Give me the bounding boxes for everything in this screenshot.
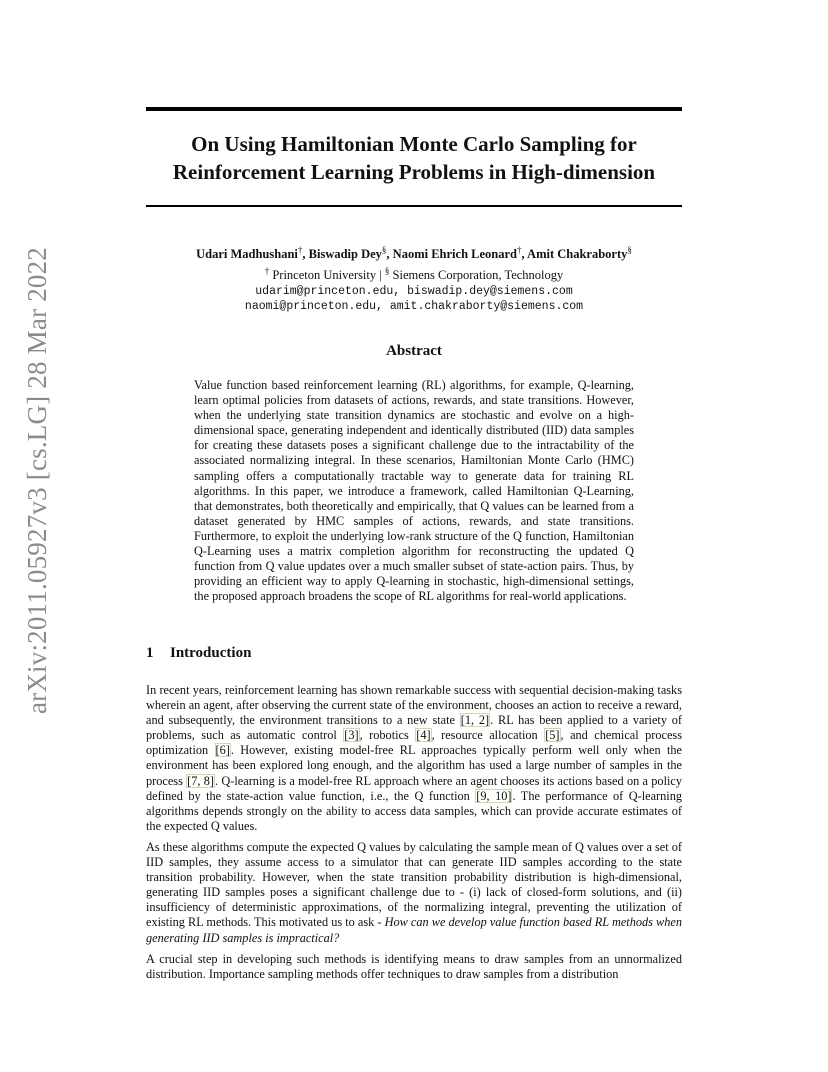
introduction-body (146, 683, 682, 988)
author-block (146, 242, 682, 314)
citation-link[interactable]: [6] (215, 743, 230, 758)
title-rule-bottom (146, 205, 682, 207)
affiliation-mark: † (516, 245, 522, 255)
abstract-text: Value function based reinforcement learning (RL) algorithms, for example, Q-learning, learn optimal policies from datasets of actions, rewards, and state transitions. However, when the underlying state transition dynamics are stochastic and evolve on a high-dimensional space, generating independent and identically distributed (IID) data samples for creating these datasets poses a significant challenge due to the intractability of the associated normalizing integral. In these scenarios, Hamiltonian Monte Carlo (HMC) sampling offers a computationally tractable way to generate data for training RL algorithms. In this paper, we introduce a framework, called Hamiltonian Q-Learning, that demonstrates, both theoretically and empirically, that Q values can be learned from a dataset generated by HMC samples of actions, rewards, and state transitions. Furthermore, to exploit the underlying low-rank structure of the Q function, Hamiltonian Q-Learning uses a matrix completion algorithm for reconstructing the updated Q function from Q value updates over a much smaller subset of state-action pairs. Thus, by providing an efficient way to apply Q-learning in stochastic, high-dimensional settings, the proposed approach broadens the scope of RL algorithms for real-world applications. (194, 378, 634, 604)
citation-link[interactable]: [7, 8] (187, 773, 215, 788)
author-list: Udari Madhushani†, Biswadip Dey§, Naomi Ehrich Leonard†, Amit Chakraborty§ (196, 245, 632, 262)
affiliation-mark: † (264, 266, 270, 277)
paragraph: A crucial step in developing such methods is identifying means to draw samples from an unnormalized distribution. Importance sampling methods offer techniques to draw samples from a distribution (146, 951, 682, 981)
paragraph: In recent years, reinforcement learning has shown remarkable success with sequential decision-making tasks wherein an agent, after observing the current state of the environment, chooses an action to receive a reward, and subsequently, the environment transitions to a new state [1, 2]. RL has been applied to a variety of problems, such as automatic control [3], robotics [4], resource allocation [5], and chemical process optimization [6]. However, existing model-free RL approaches typically perform well only when the environment has been explored long enough, and the algorithm has used a large number of samples in the process [7, 8]. Q-learning is a model-free RL approach where an agent chooses its actions based on a policy defined by the state-action value function, i.e., the Q function [9, 10]. The performance of Q-learning algorithms depends strongly on the ability to access data samples, which can provide accurate estimates of the expected Q values. (146, 683, 683, 833)
citation-link[interactable]: [4] (416, 728, 431, 743)
affiliation-separator: | (379, 268, 382, 283)
affiliation-name: Princeton University (272, 268, 377, 283)
arxiv-identifier: arXiv:2011.05927v3 [cs.LG] 28 Mar 2022 (22, 246, 53, 714)
section-number: 1 (146, 645, 154, 661)
author-name: Biswadip Dey (308, 247, 382, 262)
arxiv-margin-stamp (22, 246, 54, 714)
affiliation-line (146, 263, 682, 284)
citation-link[interactable]: [5] (545, 728, 560, 743)
email-line: udarim@princeton.edu, biswadip.dey@siemens.com (255, 285, 573, 299)
paper-title: On Using Hamiltonian Monte Carlo Sampling for Reinforcement Learning Problems in High-dimension (172, 132, 656, 184)
email-line: naomi@princeton.edu, amit.chakraborty@siemens.com (244, 300, 584, 314)
citation-link[interactable]: [9, 10] (476, 788, 512, 803)
citation-link[interactable]: [1, 2] (460, 713, 490, 728)
abstract-heading: Abstract (386, 343, 442, 359)
affiliation-mark: † (297, 245, 303, 255)
section-heading (146, 645, 251, 662)
paragraph: As these algorithms compute the expected Q values by calculating the sample mean of Q values over a set of IID samples, they assume access to a simulator that can generate IID samples according to the state transition probability. However, when the state transition probability distribution is high-dimensional, generating IID samples poses a significant challenge due to - (i) lack of closed-form solutions, and (ii) insufficiency of deterministic approximations, of the normalizing integral, preventing the utilization of existing RL methods. This motivated us to ask - How can we develop value function based RL methods when generating IID samples is impractical? (146, 839, 682, 945)
citation-link[interactable]: [3] (344, 728, 359, 743)
affiliation-mark: § (627, 245, 632, 255)
author-name: Naomi Ehrich Leonard (392, 247, 517, 262)
affiliation-mark: § (384, 266, 390, 277)
affiliation-name: Siemens Corporation, Technology (392, 268, 564, 283)
author-name: Udari Madhushani (196, 247, 298, 262)
author-name: Amit Chakraborty (527, 247, 628, 262)
research-question: How can we develop value function based RL methods when generating IID samples is impractical? (146, 915, 682, 945)
section-title: Introduction (170, 645, 252, 661)
title-rule-top (146, 107, 682, 111)
affiliation-mark: § (381, 245, 387, 255)
